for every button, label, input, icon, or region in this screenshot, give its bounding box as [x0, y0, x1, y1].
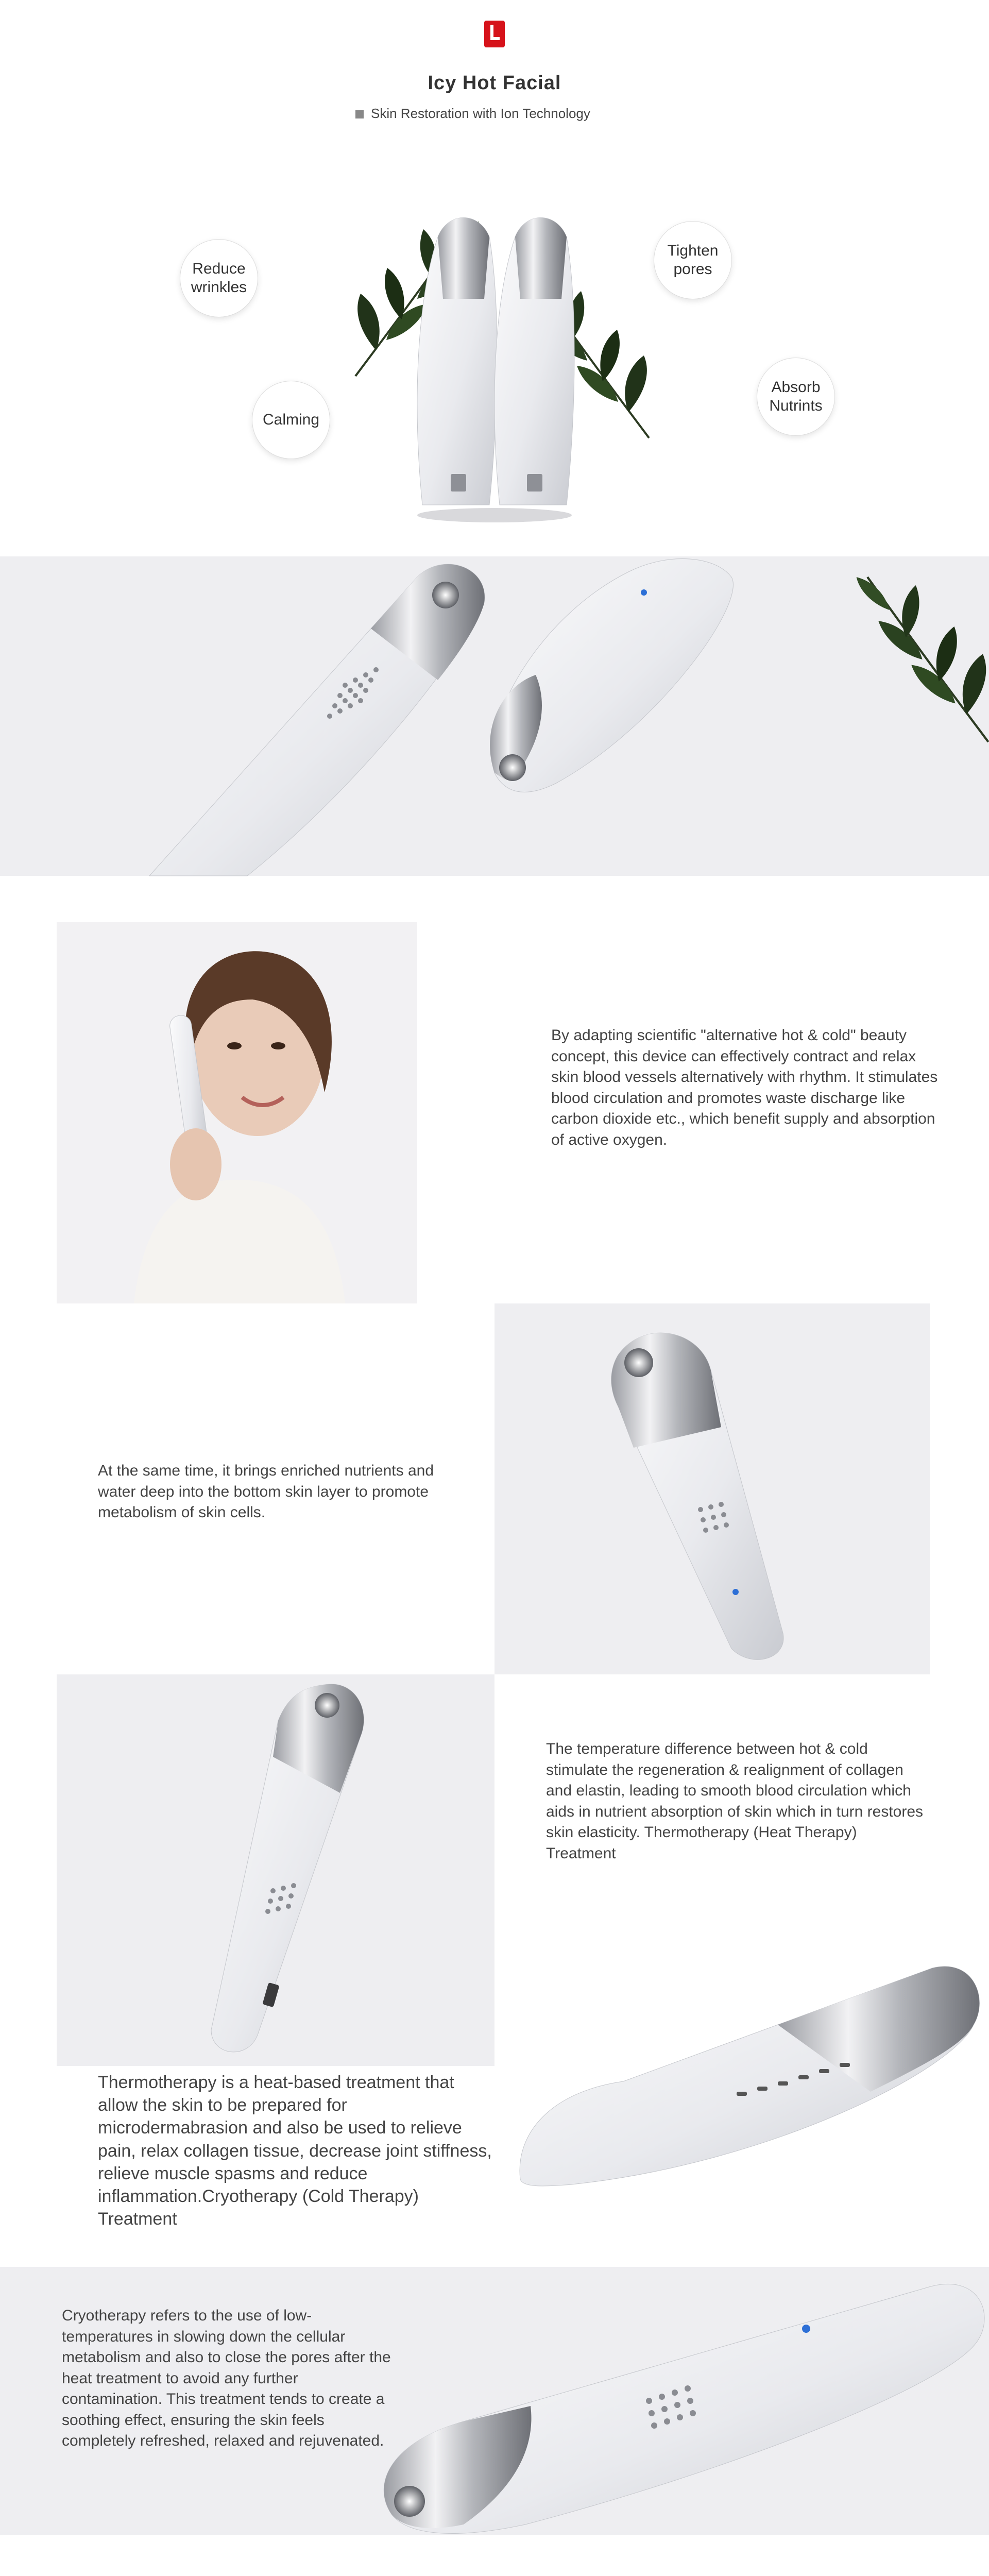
subtitle-text: Skin Restoration with Ion Technology [371, 106, 590, 121]
collagen-text: The temperature difference between hot & cold stimulate the regeneration & realignment of collagen and elastin, leading to smooth blood circulation which aids in nutrient absorption of skin which in turn restores skin elasticity. Thermotherapy (Heat Therapy) Treatment [546, 1740, 924, 1862]
device-pair-image [402, 196, 587, 526]
device-image [510, 1937, 989, 2190]
brand-logo [484, 21, 505, 47]
nutrient-section [0, 1303, 989, 1674]
device-image [556, 1324, 824, 1664]
device-image [474, 556, 762, 793]
benefit-bubble: Tighten pores [654, 222, 731, 299]
indicator-light [802, 2325, 810, 2333]
square-bullet-icon [355, 110, 364, 118]
collagen-section [0, 1674, 989, 2229]
page-title: Icy Hot Facial [428, 72, 561, 94]
indicator-light [641, 589, 647, 596]
product-banner [0, 556, 989, 876]
indicator-light [732, 1589, 739, 1595]
device-image [361, 2267, 989, 2535]
benefit-bubble: Absorb Nutrints [757, 358, 834, 435]
page-subtitle [355, 106, 590, 122]
cryotherapy-text: Cryotherapy refers to the use of low-temperatures in slowing down the cellular metabolism and also to close the pores after the heat treatment to avoid any further contamination. This treatment tends to create a soothing effect, ensuring the skin feels completely refreshed, relaxed and rejuvenated. [62, 2307, 391, 2449]
device-image [129, 556, 500, 876]
model-photo [57, 922, 417, 1303]
leaf-decoration [845, 577, 989, 742]
hero-section [0, 155, 989, 536]
benefit-bubble: Calming [252, 381, 330, 459]
cryotherapy-section [0, 2267, 989, 2535]
intro-section [0, 922, 989, 1303]
benefit-bubble: Reduce wrinkles [180, 240, 258, 317]
thermotherapy-text: Thermotherapy is a heat-based treatment that allow the skin to be prepared for microdermabrasion and also be used to relieve pain, relax collagen tissue, decrease joint stiffness, relieve muscle spasms and reduce inflammation.Cryotherapy (Cold Therapy) Treatment [98, 2073, 492, 2229]
intro-text: By adapting scientific "alternative hot & cold" beauty concept, this device can effectively contract and relax skin blood vessels alternatively with rhythm. It stimulates blood circulation and promotes waste discharge like carbon dioxide etc., which benefit supply and absorption of active oxygen. [551, 1027, 938, 1148]
specs-section [0, 2566, 989, 2576]
device-image [155, 1674, 391, 2066]
nutrient-text: At the same time, it brings enriched nutrients and water deep into the bottom skin layer to promote metabolism of skin cells. [98, 1462, 434, 1521]
